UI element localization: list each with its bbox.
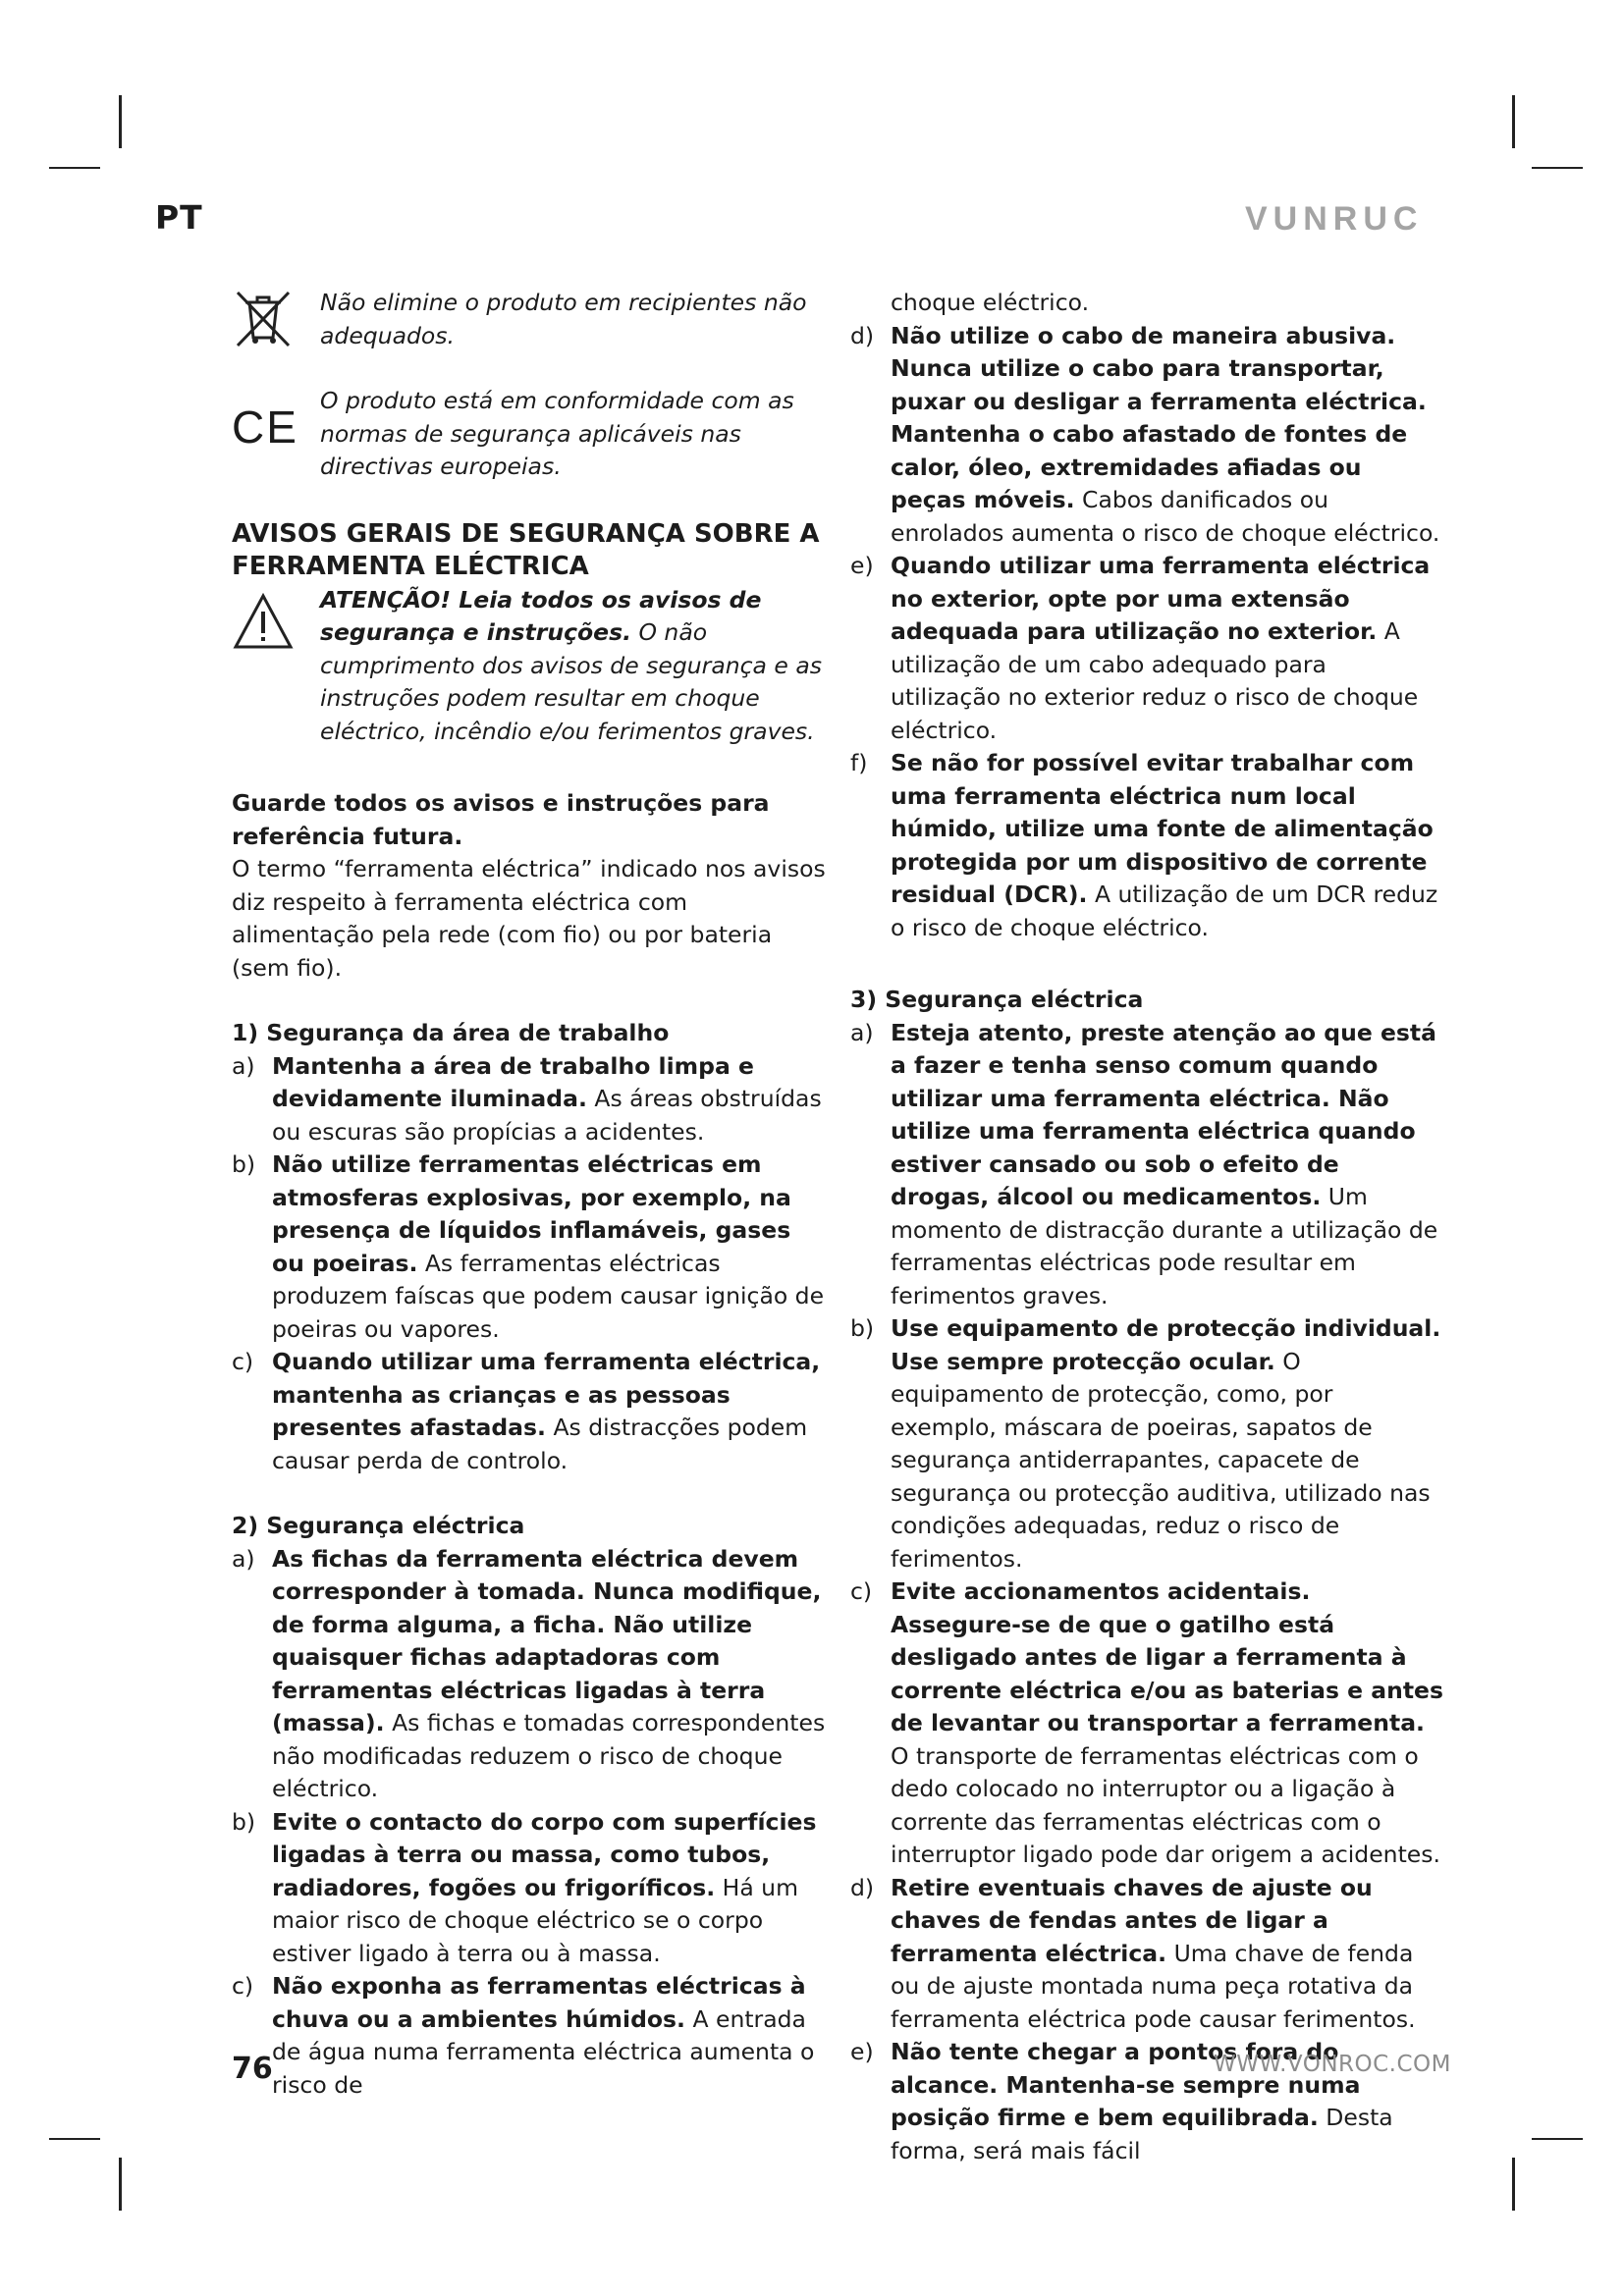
continued-text bbox=[850, 287, 1443, 320]
item-text: choque eléctrico. bbox=[891, 289, 1090, 316]
warning-paragraph bbox=[320, 584, 831, 749]
weee-text: Não elimine o produto em recipientes não adequados. bbox=[320, 289, 807, 349]
item-bold-text: Retire eventuais chaves de ajuste ou chaves de fendas antes de ligar a ferramenta eléctrica. bbox=[891, 1873, 1373, 1967]
list-item bbox=[232, 1050, 831, 1149]
crop-mark bbox=[1512, 95, 1515, 148]
item-label: d) bbox=[850, 1873, 875, 1901]
brand-logo-text: VUNRUC bbox=[1245, 200, 1424, 238]
item-bold-text: Evite o contacto do corpo com superfícies ligadas à terra ou massa, como tubos, radiadores, fogões ou frigoríficos. bbox=[272, 1807, 817, 1901]
crop-mark bbox=[119, 95, 122, 148]
section-3-title: 3) Segurança eléctrica bbox=[850, 986, 1144, 1013]
ce-mark-icon: CE bbox=[232, 401, 298, 453]
item-bold-text: Quando utilizar uma ferramenta eléctrica, mantenha as crianças e as pessoas presentes afastadas. bbox=[272, 1348, 821, 1441]
crossed-bin-icon bbox=[232, 289, 295, 349]
list-item bbox=[850, 1017, 1443, 1313]
item-label: b) bbox=[232, 1150, 256, 1178]
item-text: Cabos danificados ou enrolados aumenta o risco de choque eléctrico. bbox=[891, 486, 1440, 547]
item-bold-text: Não utilize ferramentas eléctricas em atmosferas explosivas, por exemplo, na presença de líquidos inflamáveis, gases ou poeiras. bbox=[272, 1150, 791, 1277]
item-text: A utilização de um cabo adequado para utilização no exterior reduz o risco de choque eléctrico. bbox=[891, 617, 1419, 744]
crop-mark bbox=[119, 2158, 122, 2211]
crop-mark bbox=[1512, 2158, 1515, 2211]
list-item bbox=[850, 1872, 1443, 2037]
ce-notice bbox=[232, 385, 831, 484]
item-label: b) bbox=[850, 1314, 875, 1342]
crop-mark bbox=[1532, 167, 1583, 169]
list-item bbox=[850, 1575, 1443, 1872]
item-label: c) bbox=[850, 1577, 873, 1605]
item-text: Uma chave de fenda ou de ajuste montada numa peça rotativa da ferramenta eléctrica pode causar ferimentos. bbox=[891, 1939, 1416, 2033]
item-label: d) bbox=[850, 321, 875, 349]
right-column bbox=[850, 287, 1443, 2167]
item-bold-text: Se não for possível evitar trabalhar com uma ferramenta eléctrica num local húmido, utilize uma fonte de alimentação protegida por um dispositivo de corrente residual (DCR). bbox=[891, 749, 1434, 908]
list-item bbox=[232, 1970, 831, 2102]
item-text: As distracções podem causar perda de controlo. bbox=[272, 1414, 808, 1474]
language-code: PT bbox=[155, 198, 203, 237]
section-title: AVISOS GERAIS DE SEGURANÇA SOBRE A FERRAMENTA ELÉCTRICA bbox=[232, 518, 820, 581]
crop-mark bbox=[49, 167, 100, 169]
list-item bbox=[850, 747, 1443, 944]
list-item bbox=[232, 1148, 831, 1346]
item-bold-text: As fichas da ferramenta eléctrica devem corresponder à tomada. Nunca modifique, de forma alguma, a ficha. Não utilize quaisquer fichas adaptadoras com ferramentas eléctricas ligadas à terra (massa). bbox=[272, 1544, 822, 1736]
term-definition-text: O termo “ferramenta eléctrica” indicado nos avisos diz respeito à ferramenta eléctrica com alimentação pela rede (com fio) ou por bateria (sem fio). bbox=[232, 855, 826, 982]
item-text: Um momento de distracção durante a utilização de ferramentas eléctricas pode resultar em ferimentos graves. bbox=[891, 1183, 1438, 1309]
item-text: As áreas obstruídas ou escuras são propícias a acidentes. bbox=[272, 1085, 822, 1146]
warning-bold-text: ATENÇÃO! Leia todos os avisos de segurança e instruções. bbox=[320, 585, 762, 646]
list-item bbox=[232, 1543, 831, 1806]
item-label: f) bbox=[850, 749, 868, 776]
website-url: WWW.VONROC.COM bbox=[1214, 2052, 1451, 2077]
item-bold-text: Quando utilizar uma ferramenta eléctrica no exterior, opte por uma extensão adequada para utilização no exterior. bbox=[891, 552, 1431, 645]
item-text: As fichas e tomadas correspondentes não modificadas reduzem o risco de choque eléctrico. bbox=[272, 1709, 826, 1802]
item-bold-text: Não tente chegar a pontos fora do alcance. Mantenha-se sempre numa posição firme e bem equilibrada. bbox=[891, 2038, 1361, 2131]
item-label: b) bbox=[232, 1807, 256, 1836]
item-label: a) bbox=[232, 1544, 255, 1573]
brand-logo bbox=[1245, 200, 1423, 239]
section-2-title: 2) Segurança eléctrica bbox=[232, 1512, 525, 1539]
item-bold-text: Use equipamento de protecção individual. Use sempre protecção ocular. bbox=[891, 1314, 1441, 1375]
left-column bbox=[232, 287, 831, 2102]
list-item bbox=[232, 1346, 831, 1477]
item-bold-text: Mantenha a área de trabalho limpa e devidamente iluminada. bbox=[272, 1051, 754, 1112]
page-number: 76 bbox=[232, 2052, 273, 2086]
warning-text: O não cumprimento dos avisos de segurança e as instruções podem resultar em choque eléctrico, incêndio e/ou ferimentos graves. bbox=[320, 618, 822, 745]
list-item bbox=[850, 550, 1443, 747]
item-label: c) bbox=[232, 1348, 254, 1375]
item-text: Há um maior risco de choque eléctrico se o corpo estiver ligado à terra ou à massa. bbox=[272, 1873, 798, 1967]
item-text: A entrada de água numa ferramenta eléctrica aumenta o risco de bbox=[272, 2004, 815, 2099]
weee-notice bbox=[232, 287, 831, 352]
item-bold-text: Esteja atento, preste atenção ao que está a fazer e tenha senso comum quando utilizar uma ferramenta eléctrica. Não utilize uma ferramenta eléctrica quando estiver cansado ou sob o efeito de drogas, álcool ou medicamentos. bbox=[891, 1018, 1436, 1210]
list-item bbox=[850, 320, 1443, 551]
item-label: e) bbox=[850, 552, 874, 579]
ce-text: O produto está em conformidade com as normas de segurança aplicáveis nas directivas europeias. bbox=[320, 387, 794, 480]
item-text: O equipamento de protecção, como, por exemplo, máscara de poeiras, sapatos de segurança antiderrapantes, capacete de segurança ou protecção auditiva, utilizado nas condições adequadas, reduz o risco de ferimentos. bbox=[891, 1347, 1431, 1573]
item-label: e) bbox=[850, 2038, 874, 2065]
item-bold-text: Não exponha as ferramentas eléctricas à chuva ou a ambientes húmidos. bbox=[272, 1972, 806, 2033]
item-bold-text: Evite accionamentos acidentais. Assegure-se de que o gatilho está desligado antes de ligar a ferramenta à corrente eléctrica e/ou as baterias e antes de levantar ou transportar a ferramenta. bbox=[891, 1577, 1443, 1736]
keep-instructions-text: Guarde todos os avisos e instruções para referência futura. bbox=[232, 789, 770, 850]
list-item bbox=[232, 1806, 831, 1971]
warning-notice bbox=[232, 584, 831, 749]
list-item bbox=[850, 1312, 1443, 1575]
section-1-title: 1) Segurança da área de trabalho bbox=[232, 1019, 670, 1046]
item-bold-text: Não utilize o cabo de maneira abusiva. Nunca utilize o cabo para transportar, puxar ou desligar a ferramenta eléctrica. Mantenha o cabo afastado de fontes de calor, óleo, extremidades afiadas ou peças móveis. bbox=[891, 321, 1427, 513]
item-label: c) bbox=[232, 1972, 254, 2000]
crop-mark bbox=[49, 2138, 100, 2140]
item-label: a) bbox=[850, 1018, 874, 1046]
item-text: Desta forma, será mais fácil bbox=[891, 2104, 1393, 2164]
item-text: As ferramentas eléctricas produzem faíscas que podem causar ignição de poeiras ou vapores. bbox=[272, 1249, 825, 1343]
warning-triangle-icon bbox=[232, 592, 295, 651]
item-label: a) bbox=[232, 1051, 255, 1080]
crop-mark bbox=[1532, 2138, 1583, 2140]
item-text: A utilização de um DCR reduz o risco de choque eléctrico. bbox=[891, 881, 1438, 941]
item-text: O transporte de ferramentas eléctricas com o dedo colocado no interruptor ou a ligação à corrente das ferramentas eléctricas com o interruptor ligado pode dar origem a acidentes. bbox=[891, 1741, 1440, 1868]
